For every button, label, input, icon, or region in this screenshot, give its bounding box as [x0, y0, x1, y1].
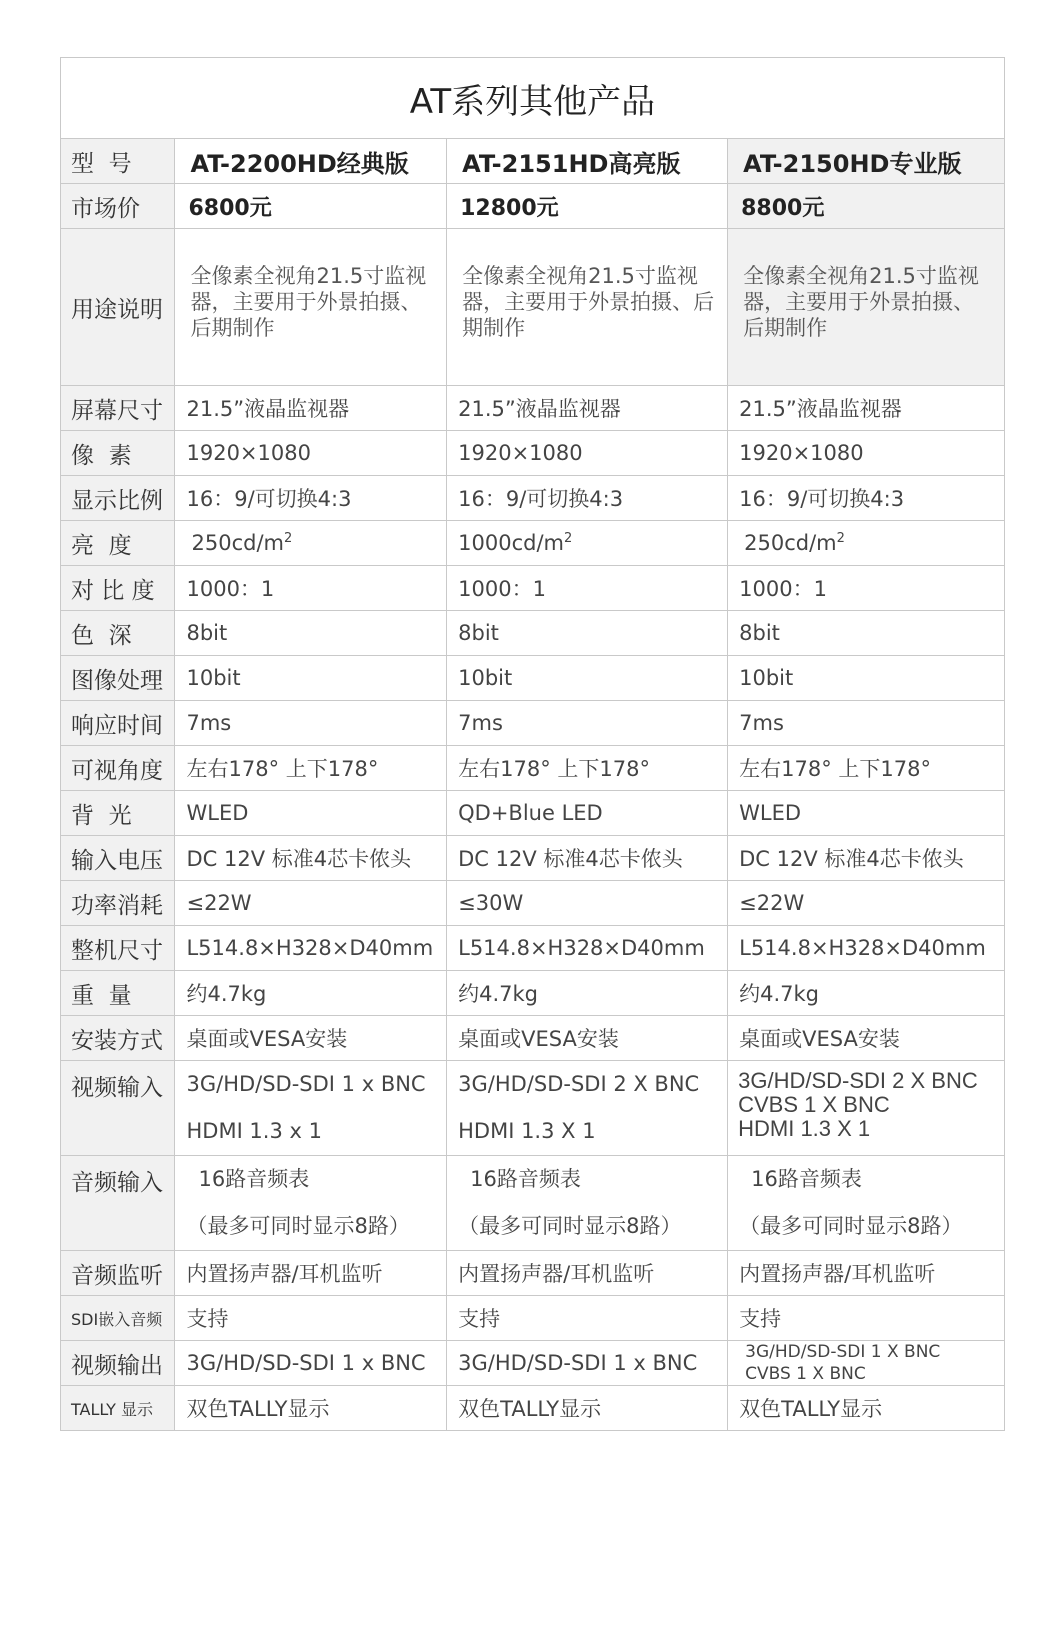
row-label: 用途说明: [61, 229, 175, 386]
brightness-row: [61, 521, 1005, 566]
spec-row: [61, 656, 1005, 701]
spec-value: 21.5”液晶监视器: [728, 386, 1005, 431]
spec-table: [60, 57, 1005, 1431]
spec-value: 8bit: [447, 611, 728, 656]
spec-value: 10bit: [447, 656, 728, 701]
price-2: 12800元: [447, 184, 728, 229]
spec-value: L514.8×H328×D40mm: [175, 926, 447, 971]
row-label: 图像处理: [61, 656, 175, 701]
spec-row: [61, 926, 1005, 971]
spec-row: [61, 611, 1005, 656]
row-label: 功率消耗: [61, 881, 175, 926]
title-row: [61, 58, 1005, 139]
row-label: 整机尺寸: [61, 926, 175, 971]
spec-row: [61, 836, 1005, 881]
brightness-2: $1000cd/m^2$: [447, 521, 728, 566]
row-label: 市场价: [61, 184, 175, 229]
row-label: 色 深: [61, 611, 175, 656]
spec-row: [61, 1296, 1005, 1341]
spec-value: L514.8×H328×D40mm: [447, 926, 728, 971]
spec-value: 桌面或VESA安装: [447, 1016, 728, 1061]
spec-value: 左右178° 上下178°: [447, 746, 728, 791]
model-2: AT-2151HD高亮版: [447, 139, 728, 184]
description-3: 全像素全视角21.5寸监视器，主要用于外景拍摄、后期制作: [728, 229, 1005, 386]
audio-input-2: [447, 1156, 728, 1251]
spec-value: 7ms: [175, 701, 447, 746]
spec-row: [61, 431, 1005, 476]
spec-value: 约4.7kg: [447, 971, 728, 1016]
audio-input-line: （最多可同时显示8路）: [739, 1214, 963, 1238]
spec-value: 1920×1080: [728, 431, 1005, 476]
spec-value: ≤30W: [447, 881, 728, 926]
audio-input-3: [728, 1156, 1005, 1251]
spec-value: ≤22W: [728, 881, 1005, 926]
video-output-row: [61, 1341, 1005, 1386]
video-input-line: 3G/HD/SD-SDI 2 X BNC: [458, 1072, 700, 1096]
spec-value: 约4.7kg: [728, 971, 1005, 1016]
row-label: 背 光: [61, 791, 175, 836]
spec-value: 内置扬声器/耳机监听: [447, 1251, 728, 1296]
video-input-line: 3G/HD/SD-SDI 1 x BNC: [186, 1072, 426, 1096]
video-output-line: 3G/HD/SD-SDI 1 X BNC: [745, 1342, 941, 1362]
row-label: 安装方式: [61, 1016, 175, 1061]
spec-value: 1000：1: [728, 566, 1005, 611]
row-label: 视频输出: [61, 1341, 175, 1386]
spec-value: ≤22W: [175, 881, 447, 926]
spec-value: 16：9/可切换4:3: [175, 476, 447, 521]
row-label: 像 素: [61, 431, 175, 476]
spec-value: L514.8×H328×D40mm: [728, 926, 1005, 971]
audio-input-line: 16路音频表: [470, 1167, 581, 1191]
spec-value: 支持: [175, 1296, 447, 1341]
description-row: [61, 229, 1005, 386]
row-label: 视频输入: [61, 1061, 175, 1156]
video-input-3: [728, 1061, 1005, 1156]
row-label: 音频输入: [61, 1156, 175, 1251]
spec-value: 21.5”液晶监视器: [175, 386, 447, 431]
row-label: 对 比 度: [61, 566, 175, 611]
brightness-1: $250cd/m^2$: [175, 521, 447, 566]
price-1: 6800元: [175, 184, 447, 229]
tally-row: [61, 1386, 1005, 1431]
tally-3: 双色TALLY显示: [728, 1386, 1005, 1431]
video-input-line: HDMI 1.3 X 1: [738, 1116, 871, 1141]
spec-value: 支持: [447, 1296, 728, 1341]
row-label: 重 量: [61, 971, 175, 1016]
spec-value: 10bit: [728, 656, 1005, 701]
spec-value: 桌面或VESA安装: [728, 1016, 1005, 1061]
spec-value: 左右178° 上下178°: [728, 746, 1005, 791]
spec-row: [61, 881, 1005, 926]
spec-value: QD+Blue LED: [447, 791, 728, 836]
spec-value: 1000：1: [447, 566, 728, 611]
price-row: [61, 184, 1005, 229]
row-label: 型 号: [61, 139, 175, 184]
model-3: AT-2150HD专业版: [728, 139, 1005, 184]
row-label: 音频监听: [61, 1251, 175, 1296]
video-input-line: CVBS 1 X BNC: [738, 1092, 890, 1117]
brightness-3: $250cd/m^2$: [728, 521, 1005, 566]
spec-value: 16：9/可切换4:3: [447, 476, 728, 521]
row-label: 亮 度: [61, 521, 175, 566]
row-label: 输入电压: [61, 836, 175, 881]
spec-value: DC 12V 标准4芯卡侬头: [447, 836, 728, 881]
audio-input-row: [61, 1156, 1005, 1251]
audio-input-line: 16路音频表: [198, 1167, 310, 1191]
audio-input-line: （最多可同时显示8路）: [458, 1214, 682, 1238]
spec-value: 左右178° 上下178°: [175, 746, 447, 791]
audio-input-line: 16路音频表: [751, 1167, 862, 1191]
spec-row: [61, 1016, 1005, 1061]
row-label: 可视角度: [61, 746, 175, 791]
spec-value: 内置扬声器/耳机监听: [728, 1251, 1005, 1296]
spec-value: 10bit: [175, 656, 447, 701]
video-input-line: 3G/HD/SD-SDI 2 X BNC: [738, 1068, 978, 1093]
model-row: [61, 139, 1005, 184]
audio-input-1: [175, 1156, 447, 1251]
price-3: 8800元: [728, 184, 1005, 229]
spec-row: [61, 971, 1005, 1016]
spec-value: DC 12V 标准4芯卡侬头: [175, 836, 447, 881]
spec-value: 约4.7kg: [175, 971, 447, 1016]
spec-value: WLED: [175, 791, 447, 836]
spec-value: 1920×1080: [447, 431, 728, 476]
spec-value: 7ms: [728, 701, 1005, 746]
spec-value: 8bit: [175, 611, 447, 656]
spec-row: [61, 1251, 1005, 1296]
spec-value: 支持: [728, 1296, 1005, 1341]
video-output-1: 3G/HD/SD-SDI 1 x BNC: [175, 1341, 447, 1386]
spec-value: 8bit: [728, 611, 1005, 656]
row-label: 响应时间: [61, 701, 175, 746]
audio-input-line: （最多可同时显示8路）: [186, 1214, 410, 1238]
row-label: 屏幕尺寸: [61, 386, 175, 431]
spec-row: [61, 791, 1005, 836]
spec-row: [61, 746, 1005, 791]
spec-value: 1920×1080: [175, 431, 447, 476]
video-output-2: 3G/HD/SD-SDI 1 x BNC: [447, 1341, 728, 1386]
spec-value: DC 12V 标准4芯卡侬头: [728, 836, 1005, 881]
video-input-1: [175, 1061, 447, 1156]
spec-value: 1000：1: [175, 566, 447, 611]
row-label: TALLY 显示: [61, 1386, 175, 1431]
table-title: AT系列其他产品: [61, 58, 1005, 139]
video-input-line: HDMI 1.3 X 1: [458, 1119, 596, 1143]
spec-value: 16：9/可切换4:3: [728, 476, 1005, 521]
video-input-row: [61, 1061, 1005, 1156]
spec-value: WLED: [728, 791, 1005, 836]
spec-value: 内置扬声器/耳机监听: [175, 1251, 447, 1296]
spec-row: [61, 701, 1005, 746]
row-label: 显示比例: [61, 476, 175, 521]
row-label: SDI嵌入音频: [61, 1296, 175, 1341]
video-output-3: [728, 1341, 1005, 1386]
tally-2: 双色TALLY显示: [447, 1386, 728, 1431]
video-output-line: CVBS 1 X BNC: [745, 1364, 866, 1384]
spec-value: 桌面或VESA安装: [175, 1016, 447, 1061]
spec-value: 7ms: [447, 701, 728, 746]
spec-row: [61, 386, 1005, 431]
spec-row: [61, 476, 1005, 521]
description-2: 全像素全视角21.5寸监视器，主要用于外景拍摄、后期制作: [447, 229, 728, 386]
video-input-2: [447, 1061, 728, 1156]
model-1: AT-2200HD经典版: [175, 139, 447, 184]
tally-1: 双色TALLY显示: [175, 1386, 447, 1431]
spec-row: [61, 566, 1005, 611]
description-1: 全像素全视角21.5寸监视器，主要用于外景拍摄、后期制作: [175, 229, 447, 386]
video-input-line: HDMI 1.3 x 1: [186, 1119, 322, 1143]
spec-value: 21.5”液晶监视器: [447, 386, 728, 431]
